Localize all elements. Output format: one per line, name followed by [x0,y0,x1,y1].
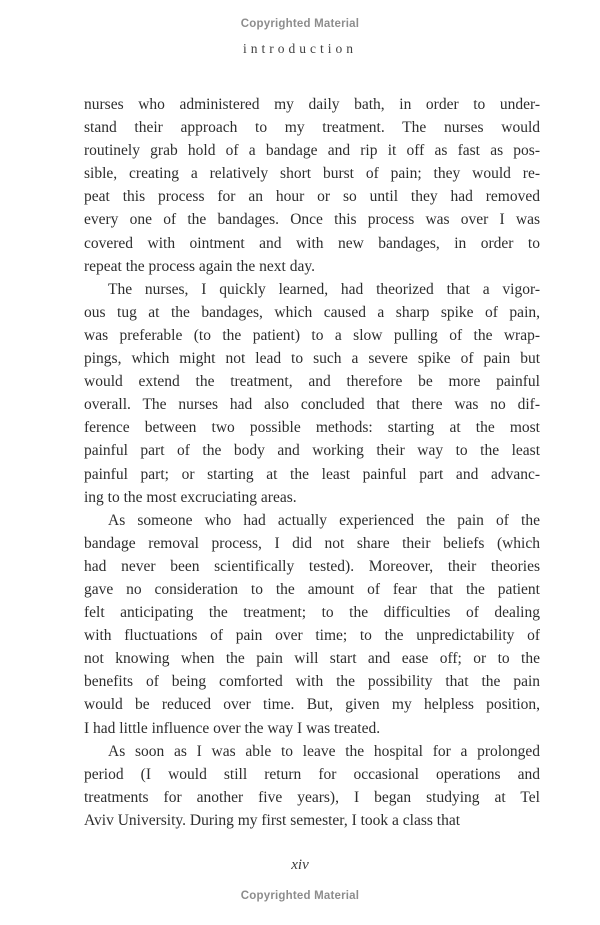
text-line: As soon as I was able to leave the hospital for a prolonged [108,742,540,760]
text-line: period (I would still return for occasional operations and [84,765,540,783]
text-line: had never been scientifically tested). Moreover, their theories [84,557,540,575]
copyright-notice-bottom: Copyrighted Material [240,890,360,902]
text-line: felt anticipating the treatment; to the difficulties of dealing [84,604,540,622]
text-line: with fluctuations of pain over time; to the unpredictability of [84,627,540,645]
text-line: ference between two possible methods: starting at the most [84,419,540,437]
page-body-text [84,93,540,832]
text-line: bandage removal process, I did not share their beliefs (which [84,534,540,552]
text-line: not knowing when the pain will start and ease off; or to the [84,650,540,668]
text-line: benefits of being comforted with the possibility that the pain [84,673,540,691]
text-line: overall. The nurses had also concluded that there was no dif- [84,396,540,414]
text-line: was preferable (to the patient) to a slow pulling of the wrap- [84,326,540,344]
text-line: painful part of the body and working their way to the least [84,442,540,460]
text-line: repeat the process again the next day. [84,257,315,275]
text-line: nurses who administered my daily bath, in order to under- [84,96,540,113]
text-line: covered with ointment and with new bandages, in order to [84,234,540,252]
text-line: ing to the most excruciating areas. [84,488,297,506]
chapter-heading: introduction [243,41,357,56]
text-line: routinely grab hold of a bandage and rip it off as fast as pos- [84,142,540,160]
text-line: peat this process for an hour or so until they had removed [84,188,540,206]
text-line: ous tug at the bandages, which caused a sharp spike of pain, [84,303,540,321]
text-line: pings, which might not lead to such a severe spike of pain but [84,350,540,368]
page-number: xiv [291,857,309,873]
text-line: would be reduced over time. But, given my helpless position, [84,696,540,714]
text-line: Aviv University. During my first semester, I took a class that [84,811,461,829]
text-line: every one of the bandages. Once this process was over I was [84,211,540,229]
text-line: sible, creating a relatively short burst of pain; they would re- [84,165,540,183]
text-line: stand their approach to my treatment. The nurses would [84,119,540,137]
text-line: As someone who had actually experienced the pain of the [108,511,540,529]
text-line: The nurses, I quickly learned, had theorized that a vigor- [108,280,540,298]
text-line: painful part; or starting at the least painful part and advanc- [84,465,540,483]
text-line: treatments for another five years), I began studying at Tel [84,788,540,806]
text-line: I had little influence over the way I was treated. [84,719,381,737]
text-line: gave no consideration to the amount of fear that the patient [84,580,540,598]
text-line: would extend the treatment, and therefore be more painful [84,373,540,391]
copyright-notice-top: Copyrighted Material [240,18,360,30]
